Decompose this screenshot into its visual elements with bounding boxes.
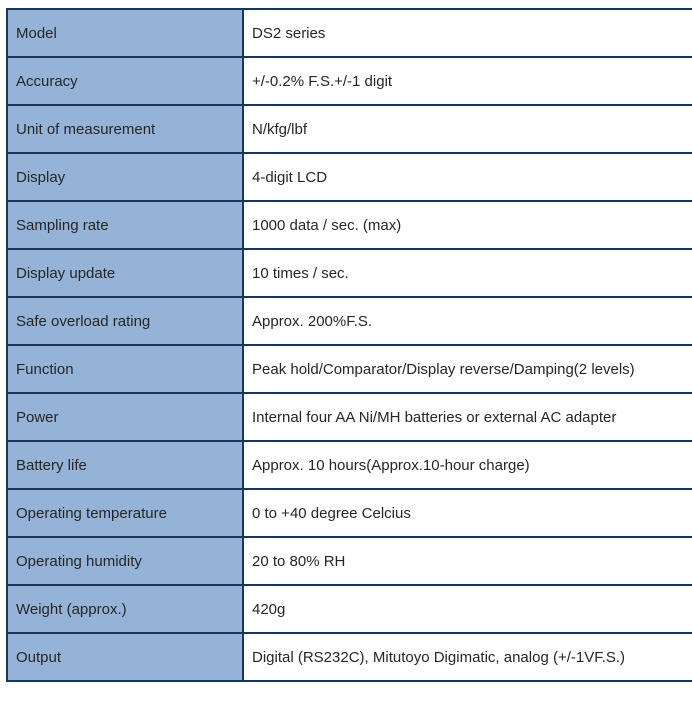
spec-value-cell xyxy=(243,105,692,153)
spec-value-cell xyxy=(243,537,692,585)
spec-table-body xyxy=(7,9,692,681)
spec-label: Operating humidity xyxy=(16,552,142,570)
spec-value: 20 to 80% RH xyxy=(252,552,346,570)
table-row xyxy=(7,537,692,585)
spec-label: Function xyxy=(16,360,74,378)
spec-value: 4-digit LCD xyxy=(252,168,328,186)
spec-label-cell xyxy=(7,393,243,441)
table-row xyxy=(7,393,692,441)
spec-label: Model xyxy=(16,24,57,42)
table-row xyxy=(7,9,692,57)
table-row xyxy=(7,441,692,489)
spec-label: Accuracy xyxy=(16,72,78,90)
spec-value: Internal four AA Ni/MH batteries or external AC adapter xyxy=(252,408,617,426)
spec-value: N/kfg/lbf xyxy=(252,120,308,138)
spec-value-cell xyxy=(243,57,692,105)
spec-value: 0 to +40 degree Celcius xyxy=(252,504,411,522)
spec-label: Unit of measurement xyxy=(16,120,156,138)
table-row xyxy=(7,153,692,201)
table-row xyxy=(7,105,692,153)
spec-label: Display xyxy=(16,168,66,186)
spec-label-cell xyxy=(7,633,243,681)
spec-value-cell xyxy=(243,585,692,633)
spec-label: Output xyxy=(16,648,62,666)
spec-value: DS2 series xyxy=(252,24,326,42)
table-row xyxy=(7,201,692,249)
spec-value: Peak hold/Comparator/Display reverse/Damping(2 levels) xyxy=(252,360,635,378)
spec-value-cell xyxy=(243,441,692,489)
spec-value-cell xyxy=(243,489,692,537)
spec-value-cell xyxy=(243,201,692,249)
spec-value-cell xyxy=(243,153,692,201)
spec-value: Digital (RS232C), Mitutoyo Digimatic, analog (+/-1VF.S.) xyxy=(252,648,626,666)
spec-value: 10 times / sec. xyxy=(252,264,349,282)
table-row xyxy=(7,297,692,345)
spec-label-cell xyxy=(7,201,243,249)
spec-label-cell xyxy=(7,585,243,633)
spec-value: +/-0.2% F.S.+/-1 digit xyxy=(252,72,393,90)
spec-label: Display update xyxy=(16,264,116,282)
spec-value-cell xyxy=(243,345,692,393)
spec-label-cell xyxy=(7,441,243,489)
spec-value-cell xyxy=(243,297,692,345)
spec-label-cell xyxy=(7,537,243,585)
spec-value: Approx. 10 hours(Approx.10-hour charge) xyxy=(252,456,530,474)
spec-label: Weight (approx.) xyxy=(16,600,127,618)
table-row xyxy=(7,249,692,297)
table-row xyxy=(7,633,692,681)
table-row xyxy=(7,57,692,105)
spec-label-cell xyxy=(7,249,243,297)
spec-label-cell xyxy=(7,105,243,153)
spec-value: 1000 data / sec. (max) xyxy=(252,216,402,234)
spec-label: Power xyxy=(16,408,59,426)
spec-label-cell xyxy=(7,153,243,201)
spec-value-cell xyxy=(243,633,692,681)
spec-value: 420g xyxy=(252,600,286,618)
spec-value-cell xyxy=(243,9,692,57)
spec-value: Approx. 200%F.S. xyxy=(252,312,373,330)
spec-label: Sampling rate xyxy=(16,216,109,234)
spec-label-cell xyxy=(7,489,243,537)
spec-value-cell xyxy=(243,393,692,441)
spec-label-cell xyxy=(7,345,243,393)
spec-label-cell xyxy=(7,57,243,105)
spec-label-cell xyxy=(7,9,243,57)
spec-label: Operating temperature xyxy=(16,504,167,522)
spec-value-cell xyxy=(243,249,692,297)
spec-label-cell xyxy=(7,297,243,345)
table-row xyxy=(7,345,692,393)
table-row xyxy=(7,489,692,537)
table-row xyxy=(7,585,692,633)
spec-label: Battery life xyxy=(16,456,87,474)
spec-table xyxy=(6,8,692,682)
spec-label: Safe overload rating xyxy=(16,312,151,330)
